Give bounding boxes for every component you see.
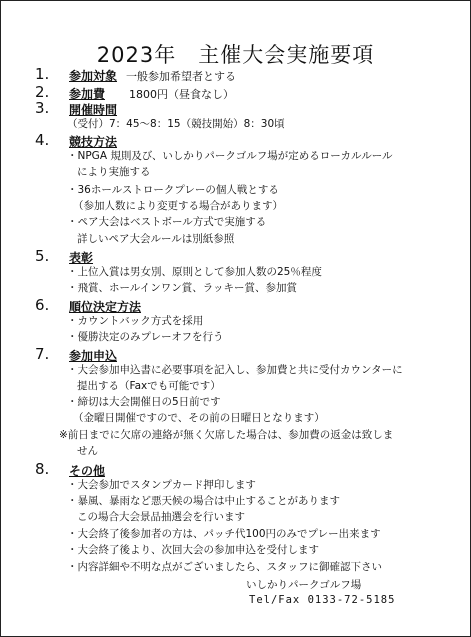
footer-org-name: いしかりパークゴルフ場	[246, 579, 362, 591]
section-4-line-5: ・ペア大会はベストボール方式で実施する	[67, 216, 267, 228]
section-8-heading: その他	[69, 464, 106, 478]
section-7-heading: 参加申込	[69, 349, 118, 363]
section-5-line-1: ・上位入賞は男女別、原則として参加人数の25％程度	[67, 266, 322, 278]
section-4-line-3: ・36ホールストロークプレーの個人戦とする	[67, 184, 279, 196]
section-8-line-1: ・大会参加でスタンプカード押印します	[67, 479, 256, 491]
section-7-number: 7.	[35, 345, 50, 363]
section-8-line-4: ・大会終了後参加者の方は、パッチ代100円のみでプレー出来ます	[67, 528, 381, 540]
section-2-text: 1800円（昼食なし）	[129, 88, 234, 101]
section-8-line-3: この場合大会景品抽選会を行います	[77, 511, 245, 523]
section-7-line-1: ・大会参加申込書に必要事項を記入し、参加費と共に受付カウンターに	[67, 364, 403, 376]
section-4-heading: 競技方法	[69, 135, 118, 149]
section-1-number: 1.	[35, 65, 50, 83]
section-2-heading: 参加費	[69, 87, 106, 101]
section-7-line-4: （金曜日開催ですので、その前の日曜日となります）	[73, 412, 325, 424]
section-6-line-2: ・優勝決定のみプレーオフを行う	[67, 331, 224, 343]
section-1-text: 一般参加希望者とする	[126, 70, 236, 83]
section-3-heading: 開催時間	[69, 103, 118, 117]
footer-tel-fax: Tel/Fax 0133-72-5185	[249, 594, 396, 606]
section-7-note-line-1: ※前日までに欠席の連絡が無く欠席した場合は、参加費の返金は致しま	[59, 429, 394, 441]
section-7-line-2: 提出する（Faxでも可能です）	[77, 380, 221, 392]
section-3-number: 3.	[35, 99, 50, 117]
section-6-number: 6.	[35, 296, 50, 314]
section-5-heading: 表彰	[69, 251, 94, 265]
section-5-line-2: ・飛賞、ホールインワン賞、ラッキー賞、参加賞	[67, 282, 298, 294]
section-3-line-1: （受付）7：45～8：15（競技開始）8：30頃	[67, 118, 285, 130]
section-4-line-1: ・NPGA 規則及び、いしかりパークゴルフ場が定めるローカルルール	[67, 150, 393, 162]
section-6-line-1: ・カウントバック方式を採用	[67, 315, 204, 327]
section-4-line-2: により実施する	[77, 166, 151, 178]
document-title: 2023年 主催大会実施要項	[96, 43, 375, 67]
section-5-number: 5.	[35, 247, 50, 265]
section-8-line-6: ・内容詳細や不明な点がございましたら、スタッフに御確認下さい	[67, 561, 382, 573]
section-8-number: 8.	[35, 460, 50, 478]
section-4-number: 4.	[35, 131, 50, 149]
section-1-heading: 参加対象	[69, 69, 118, 83]
section-4-line-6: 詳しいペア大会ルールは別紙参照	[77, 233, 235, 245]
section-8-line-5: ・大会終了後より、次回大会の参加申込を受付します	[67, 544, 319, 556]
section-7-line-3: ・締切は大会開催日の5日前です	[67, 396, 221, 408]
section-7-note-line-2: せん	[77, 445, 98, 457]
section-8-line-2: ・暴風、暴雨など悪天候の場合は中止することがあります	[67, 495, 340, 507]
section-2-number: 2.	[35, 83, 50, 101]
section-4-line-4: （参加人数により変更する場合があります）	[73, 200, 283, 212]
section-6-heading: 順位決定方法	[69, 300, 142, 314]
